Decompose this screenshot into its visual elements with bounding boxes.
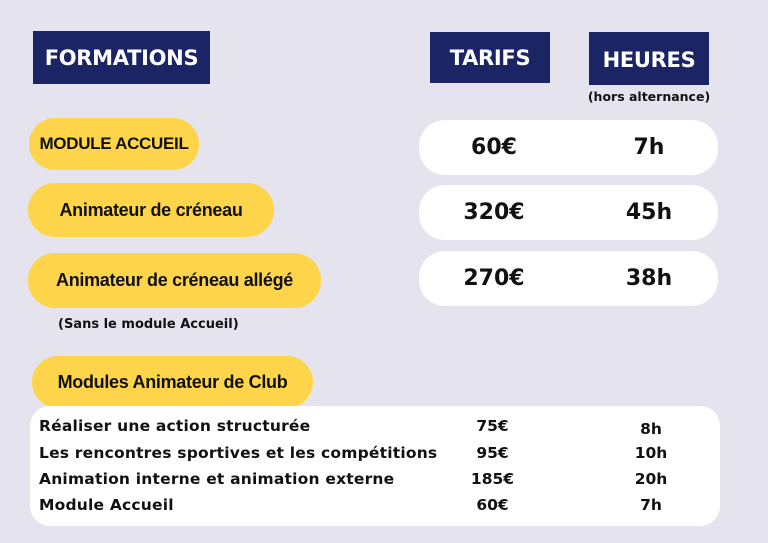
module-pill-accueil: MODULE ACCUEIL bbox=[29, 118, 199, 170]
club-row-price: 95€ bbox=[476, 444, 509, 462]
club-row-price: 75€ bbox=[476, 417, 509, 435]
club-row-name: Animation interne et animation externe bbox=[39, 470, 395, 488]
club-row bbox=[30, 496, 720, 522]
heures-note: (hors alternance) bbox=[587, 89, 711, 104]
module-hours: 7h bbox=[633, 135, 665, 160]
module-row-accueil bbox=[419, 120, 718, 175]
module-hours: 45h bbox=[625, 200, 673, 225]
module-row-animateur-creneau-allege bbox=[419, 251, 718, 306]
club-row bbox=[30, 444, 720, 470]
club-row-hours: 20h bbox=[634, 470, 668, 488]
module-price: 320€ bbox=[463, 200, 525, 225]
tarifs-header: TARIFS bbox=[430, 32, 550, 83]
heures-header: HEURES bbox=[589, 32, 709, 85]
module-price: 60€ bbox=[471, 135, 517, 160]
club-row bbox=[30, 417, 720, 443]
formations-header: FORMATIONS bbox=[33, 31, 210, 84]
module-pill-animateur-creneau-allege: Animateur de créneau allégé bbox=[28, 253, 321, 308]
club-title-pill: Modules Animateur de Club bbox=[32, 356, 313, 408]
club-row-name: Réaliser une action structurée bbox=[39, 417, 311, 435]
club-row-hours: 10h bbox=[634, 444, 668, 462]
club-row-hours: 8h bbox=[640, 420, 662, 438]
club-row-name: Les rencontres sportives et les compétitions bbox=[39, 444, 438, 462]
module-row-animateur-creneau bbox=[419, 185, 718, 240]
module-pill-animateur-creneau: Animateur de créneau bbox=[28, 183, 274, 237]
module-hours: 38h bbox=[625, 266, 673, 291]
module-price: 270€ bbox=[463, 266, 525, 291]
club-modules-card bbox=[30, 406, 720, 526]
club-row-price: 185€ bbox=[470, 470, 515, 488]
club-row bbox=[30, 470, 720, 496]
club-row-name: Module Accueil bbox=[39, 496, 174, 514]
club-row-hours: 7h bbox=[640, 496, 662, 514]
club-row-price: 60€ bbox=[476, 496, 509, 514]
module-note: (Sans le module Accueil) bbox=[58, 317, 239, 332]
